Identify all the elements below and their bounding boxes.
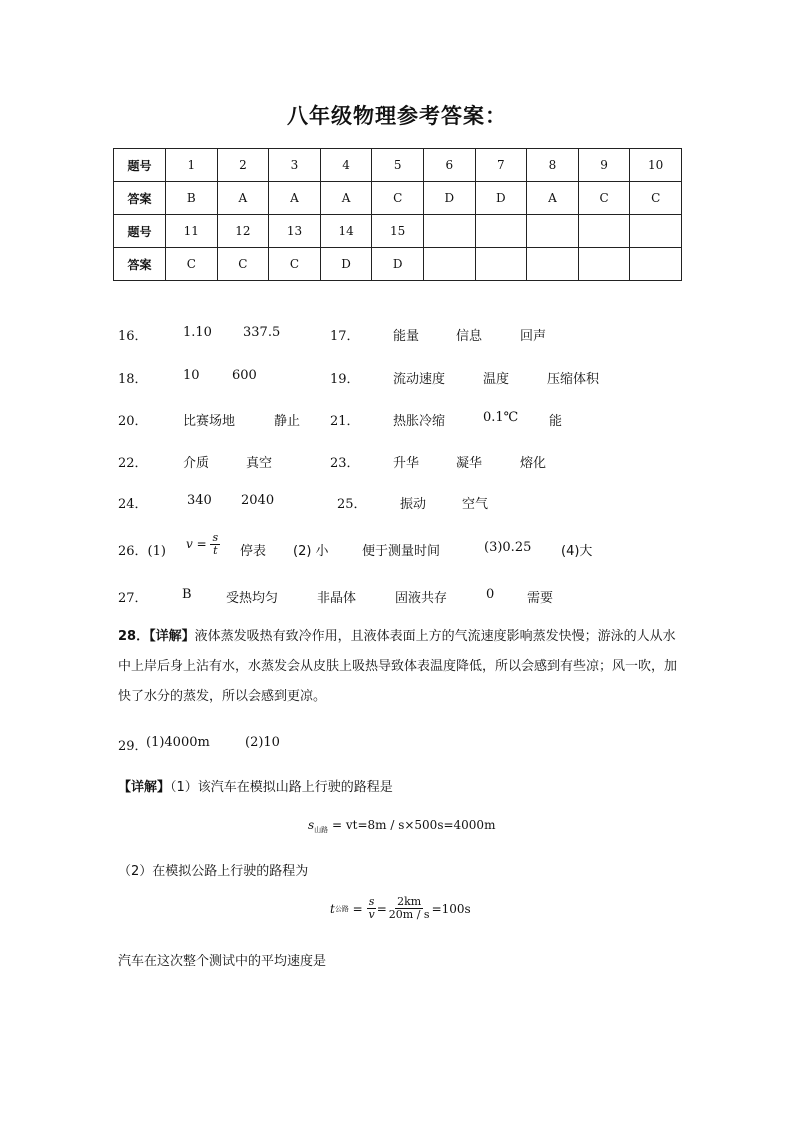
table-cell: D bbox=[320, 248, 372, 281]
table-cell: 12 bbox=[217, 215, 269, 248]
table-cell: 4 bbox=[320, 149, 372, 182]
table-cell bbox=[578, 248, 630, 281]
page-title: 八年级物理参考答案： bbox=[287, 103, 507, 128]
q27-answer-2: 受热均匀 bbox=[226, 591, 279, 606]
table-cell: 7 bbox=[475, 149, 527, 182]
q19-answer-2: 温度 bbox=[483, 372, 510, 387]
equation-2-fraction-1-numerator: s bbox=[368, 895, 375, 908]
table-cell bbox=[527, 248, 579, 281]
q25-answer-1: 振动 bbox=[400, 497, 427, 512]
equation-2-fraction-1-denominator: v bbox=[368, 908, 375, 921]
table-cell: 5 bbox=[372, 149, 424, 182]
q23-answer-1: 升华 bbox=[393, 456, 420, 471]
table-cell: 1 bbox=[166, 149, 218, 182]
table-cell: C bbox=[578, 182, 630, 215]
q18-answer-1: 10 bbox=[183, 368, 200, 383]
q26-answer-1: 停表 bbox=[240, 544, 267, 559]
table-row-header: 题号 bbox=[114, 215, 166, 248]
table-cell bbox=[630, 215, 682, 248]
detail-step-3: 汽车在这次整个测试中的平均速度是 bbox=[118, 954, 327, 969]
equation-1 bbox=[308, 818, 495, 835]
q29-number: 29． bbox=[118, 739, 148, 754]
equation-2-mid-equals: = bbox=[376, 901, 387, 916]
table-row bbox=[114, 215, 682, 248]
q28-label: 28．【详解】 bbox=[118, 629, 195, 644]
table-cell bbox=[630, 248, 682, 281]
q25-answer-2: 空气 bbox=[462, 497, 489, 512]
q24-answer-1: 340 bbox=[187, 493, 212, 508]
equation-2-fraction-1 bbox=[367, 896, 377, 921]
q22-answer-1: 介质 bbox=[183, 456, 210, 471]
equation-2 bbox=[330, 896, 471, 921]
q18-number: 18． bbox=[118, 372, 148, 387]
equation-2-tail: =100s bbox=[431, 901, 471, 916]
q25-number: 25． bbox=[337, 497, 367, 512]
table-row-header: 答案 bbox=[114, 248, 166, 281]
equation-1-subscript: 山路 bbox=[314, 826, 329, 834]
table-cell: C bbox=[630, 182, 682, 215]
q19-answer-3: 压缩体积 bbox=[547, 372, 600, 387]
q26-formula-lhs: v = bbox=[186, 537, 207, 551]
q26-part-4: (4)大 bbox=[561, 544, 593, 559]
q22-answer-2: 真空 bbox=[246, 456, 273, 471]
q28-explanation bbox=[118, 622, 680, 712]
table-row-header: 题号 bbox=[114, 149, 166, 182]
q21-number: 21． bbox=[330, 414, 360, 429]
q24-number: 24． bbox=[118, 497, 148, 512]
table-cell: 10 bbox=[630, 149, 682, 182]
q29-answer-2: (2)10 bbox=[245, 735, 280, 750]
table-cell bbox=[475, 215, 527, 248]
q26-fraction-denominator: t bbox=[213, 544, 218, 557]
answer-table bbox=[113, 148, 682, 281]
q20-number: 20． bbox=[118, 414, 148, 429]
table-cell: C bbox=[269, 248, 321, 281]
table-row bbox=[114, 248, 682, 281]
table-cell: C bbox=[372, 182, 424, 215]
table-row-header: 答案 bbox=[114, 182, 166, 215]
q16-answer-2: 337.5 bbox=[243, 325, 281, 340]
table-cell: 13 bbox=[269, 215, 321, 248]
detail-label: 【详解】 bbox=[118, 780, 171, 795]
equation-2-equals: = bbox=[348, 901, 367, 916]
detail-step-1-text: （1）该汽车在模拟山路上行驶的路程是 bbox=[170, 780, 393, 795]
table-cell: 11 bbox=[166, 215, 218, 248]
table-cell: 15 bbox=[372, 215, 424, 248]
q19-number: 19． bbox=[330, 372, 360, 387]
q26-formula bbox=[186, 532, 220, 557]
q28-text: 液体蒸发吸热有致冷作用，且液体表面上方的气流速度影响蒸发快慢；游泳的人从水中上岸后身上沾有水，水蒸发会从皮肤上吸热导致体表温度降低，所以会感到有些凉；风一吹，加快了水分的蒸发，所以会感到更凉。 bbox=[118, 629, 678, 704]
table-cell: D bbox=[423, 182, 475, 215]
q16-answer-1: 1.10 bbox=[183, 325, 212, 340]
q26-fraction-numerator: s bbox=[212, 531, 219, 544]
table-cell: B bbox=[166, 182, 218, 215]
table-cell bbox=[475, 248, 527, 281]
q27-answer-3: 非晶体 bbox=[317, 591, 357, 606]
q17-answer-3: 回声 bbox=[520, 329, 547, 344]
q16-number: 16． bbox=[118, 329, 148, 344]
equation-2-fraction-2-numerator: 2km bbox=[397, 895, 422, 908]
table-cell bbox=[423, 248, 475, 281]
table-cell: A bbox=[527, 182, 579, 215]
q27-answer-5: 0 bbox=[486, 587, 495, 602]
q17-number: 17． bbox=[330, 329, 360, 344]
table-cell: 2 bbox=[217, 149, 269, 182]
q23-answer-2: 凝华 bbox=[456, 456, 483, 471]
equation-2-fraction-2 bbox=[387, 896, 432, 921]
equation-1-variable: s bbox=[308, 818, 315, 832]
table-cell bbox=[423, 215, 475, 248]
equation-2-fraction-2-denominator: 20m / s bbox=[388, 908, 430, 921]
q21-answer-3: 能 bbox=[549, 414, 563, 429]
table-cell: 3 bbox=[269, 149, 321, 182]
q29-answer-1: (1)4000m bbox=[146, 735, 210, 750]
equation-2-subscript: 公路 bbox=[334, 904, 349, 913]
q21-answer-1: 热胀冷缩 bbox=[393, 414, 446, 429]
q26-answer-2: 便于测量时间 bbox=[362, 544, 441, 559]
q17-answer-1: 能量 bbox=[393, 329, 420, 344]
q17-answer-2: 信息 bbox=[456, 329, 483, 344]
q23-answer-3: 熔化 bbox=[520, 456, 547, 471]
q26-number: 26．(1) bbox=[118, 544, 166, 559]
table-cell bbox=[527, 215, 579, 248]
table-cell: A bbox=[320, 182, 372, 215]
q20-answer-1: 比赛场地 bbox=[183, 414, 236, 429]
q27-number: 27． bbox=[118, 591, 148, 606]
table-cell: 14 bbox=[320, 215, 372, 248]
table-row bbox=[114, 149, 682, 182]
table-cell: A bbox=[269, 182, 321, 215]
q26-part-2: (2) 小 bbox=[293, 544, 329, 559]
table-cell: 6 bbox=[423, 149, 475, 182]
detail-step-1 bbox=[118, 776, 393, 795]
q27-answer-4: 固液共存 bbox=[395, 591, 448, 606]
q22-number: 22． bbox=[118, 456, 148, 471]
equation-2-variable: t bbox=[330, 901, 335, 916]
q26-fraction bbox=[210, 532, 220, 557]
equation-1-rhs: = vt=8m / s×500s=4000m bbox=[328, 818, 496, 832]
q18-answer-2: 600 bbox=[232, 368, 257, 383]
table-cell: C bbox=[166, 248, 218, 281]
q19-answer-1: 流动速度 bbox=[393, 372, 446, 387]
table-cell: A bbox=[217, 182, 269, 215]
q23-number: 23． bbox=[330, 456, 360, 471]
table-cell: 8 bbox=[527, 149, 579, 182]
table-cell bbox=[578, 215, 630, 248]
table-cell: C bbox=[217, 248, 269, 281]
table-cell: D bbox=[372, 248, 424, 281]
q27-answer-6: 需要 bbox=[527, 591, 554, 606]
table-row bbox=[114, 182, 682, 215]
table-cell: 9 bbox=[578, 149, 630, 182]
detail-step-2: （2）在模拟公路上行驶的路程为 bbox=[118, 864, 309, 879]
q26-part-3: (3)0.25 bbox=[484, 540, 532, 555]
q27-answer-1: B bbox=[182, 587, 192, 602]
table-cell: D bbox=[475, 182, 527, 215]
q21-answer-2: 0.1℃ bbox=[483, 410, 519, 425]
q20-answer-2: 静止 bbox=[274, 414, 301, 429]
q24-answer-2: 2040 bbox=[241, 493, 275, 508]
